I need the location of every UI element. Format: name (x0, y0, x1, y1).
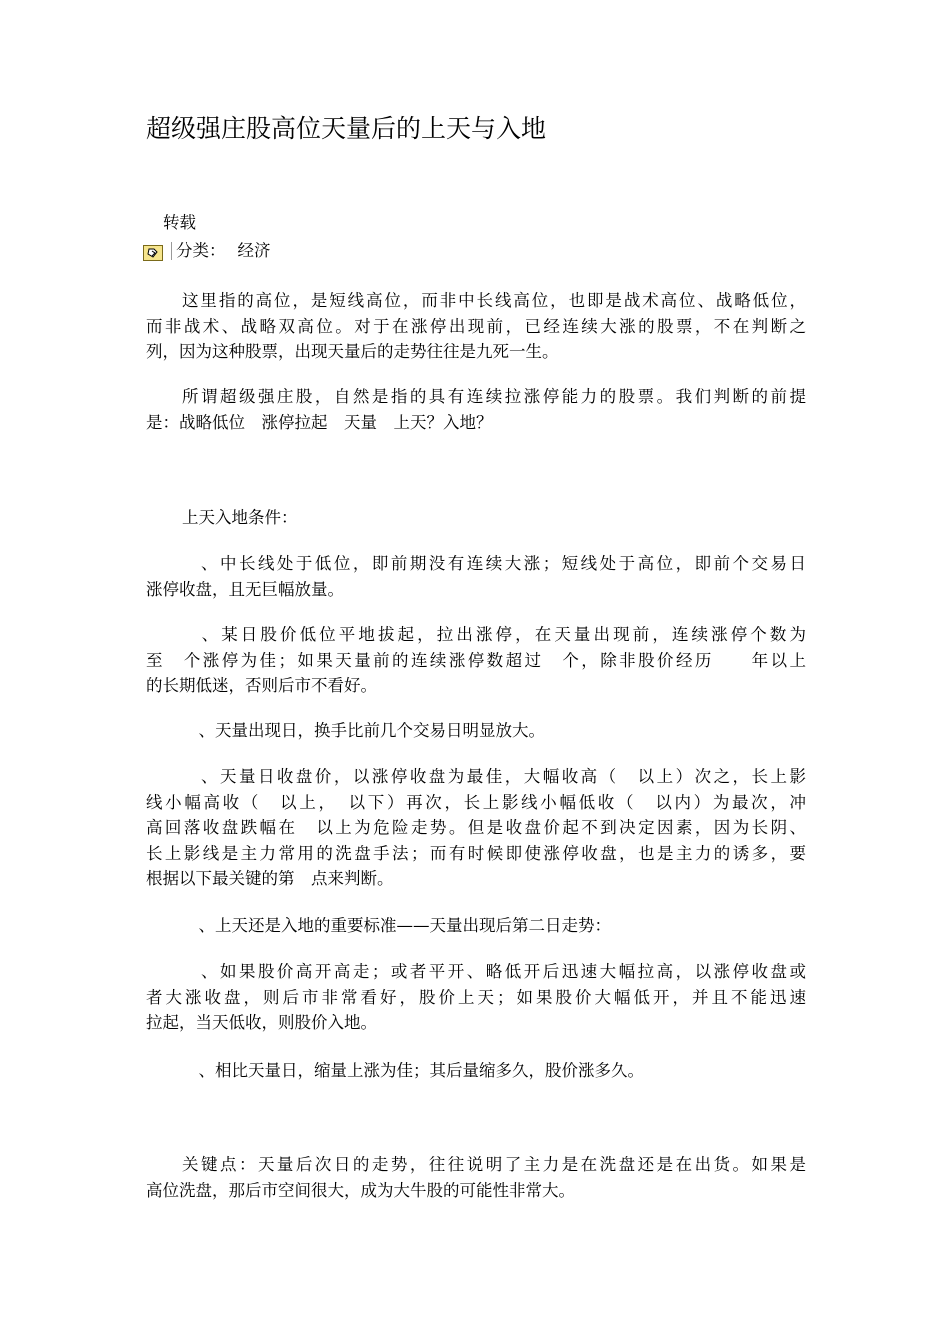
para-line: 的长期低迷，否则后市不看好。 (146, 676, 377, 695)
paragraph-2 (146, 384, 806, 435)
para-line: 、某日股价低位平地拔起，拉出涨停，在天量出现前，连续涨停个数为 (182, 625, 806, 644)
paragraph-9 (146, 959, 806, 1036)
para-line: 高位洗盘，那后市空间很大，成为大牛股的可能性非常大。 (146, 1180, 575, 1200)
category-folder-icon[interactable] (143, 243, 163, 259)
para-line: 所谓超级强庄股，自然是指的具有连续拉涨停能力的股票。我们判断的前提 (182, 387, 806, 406)
paragraph-1 (146, 288, 806, 365)
paragraph-10 (146, 1058, 806, 1084)
page-title: 超级强庄股高位天量后的上天与入地 (146, 114, 547, 143)
paragraph-6 (146, 718, 806, 744)
paragraph-7 (146, 764, 806, 892)
para-line: 上天入地条件： (182, 508, 298, 527)
paragraph-8 (146, 913, 806, 939)
para-line: 拉起，当天低收，则股价入地。 (146, 1013, 377, 1032)
para-line: 者大涨收盘，则后市非常看好，股价上天；如果股价大幅低开，并且不能迅速 (146, 987, 806, 1007)
paragraph-3 (146, 505, 806, 531)
para-line: 线小幅高收（ 以上， 以下）再次，长上影线小幅低收（ 以内）为最次，冲 (146, 792, 806, 812)
category-row (143, 238, 271, 264)
para-line: 、天量日收盘价，以涨停收盘为最佳，大幅收高（ 以上）次之，长上影 (182, 767, 806, 786)
para-line: 而非战术、战略双高位。对于在涨停出现前，已经连续大涨的股票，不在判断之 (146, 316, 806, 336)
para-line: 涨停收盘，且无巨幅放量。 (146, 579, 344, 599)
repost-label: 转载 (163, 213, 196, 232)
para-line: 、中长线处于低位，即前期没有连续大涨；短线处于高位，即前个交易日 (182, 554, 806, 573)
para-line: 、上天还是入地的重要标准——天量出现后第二日走势： (182, 916, 611, 935)
para-line: 至 个涨停为佳；如果天量前的连续涨停数超过 个，除非股价经历 年以上 (146, 650, 806, 670)
para-line: 、如果股价高开高走；或者平开、略低开后迅速大幅拉高，以涨停收盘或 (182, 962, 806, 981)
para-line: 关键点：天量后次日的走势，往往说明了主力是在洗盘还是在出货。如果是 (182, 1155, 806, 1174)
category-label: 分类： (176, 241, 226, 260)
paragraph-4 (146, 551, 806, 602)
para-line: 长上影线是主力常用的洗盘手法；而有时候即使涨停收盘，也是主力的诱多，要 (146, 843, 806, 863)
paragraph-11 (146, 1152, 806, 1203)
para-line: 根据以下最关键的第 点来判断。 (146, 869, 394, 888)
para-line: 高回落收盘跌幅在 以上为危险走势。但是收盘价起不到决定因素，因为长阴、 (146, 818, 806, 837)
para-line: 列，因为这种股票，出现天量后的走势往往是九死一生。 (146, 342, 559, 361)
category-separator (171, 242, 172, 260)
para-line: 、相比天量日，缩量上涨为佳；其后量缩多久，股价涨多久。 (182, 1061, 644, 1080)
para-line: 这里指的高位，是短线高位，而非中长线高位，也即是战术高位、战略低位， (182, 291, 806, 310)
paragraph-5 (146, 622, 806, 699)
para-line: 、天量出现日，换手比前几个交易日明显放大。 (182, 721, 545, 740)
category-value-link[interactable]: 经济 (237, 241, 271, 260)
para-line: 是：战略低位 涨停拉起 天量 上天？入地？ (146, 412, 493, 432)
